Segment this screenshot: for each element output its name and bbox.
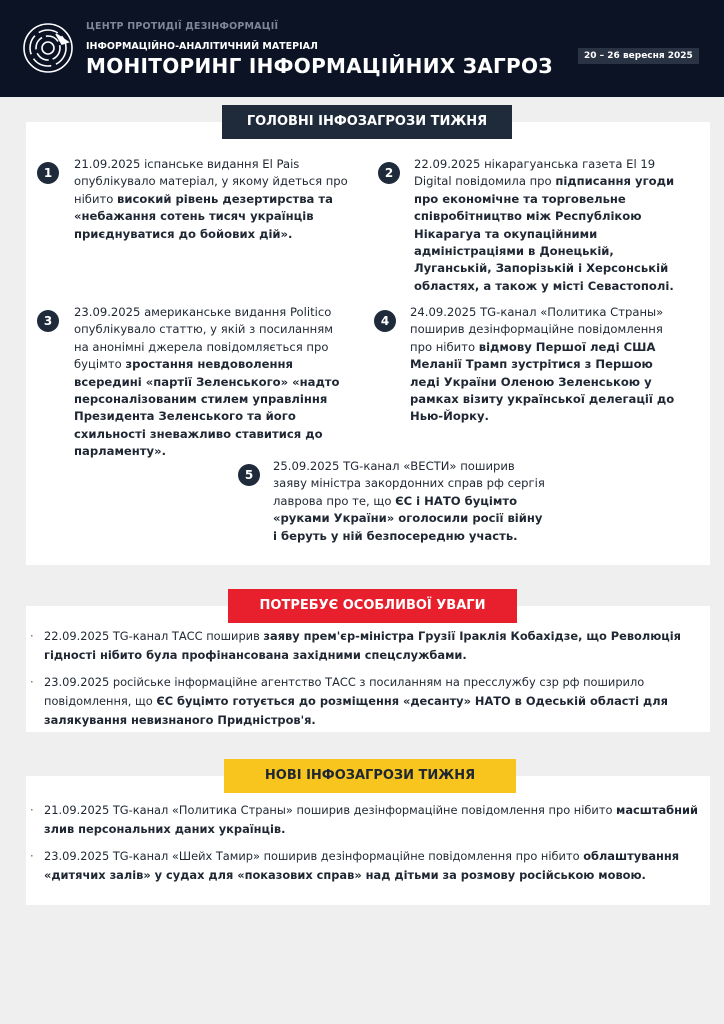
org-name: ЦЕНТР ПРОТИДІЇ ДЕЗІНФОРМАЦІЇ [86,21,279,32]
item-number: 1 [37,162,59,184]
item-number: 3 [37,310,59,332]
attention-item: · 23.09.2025 російське інформаційне агентство ТАСС з посиланням на пресслужбу сзр рф поширило повідомлення, що ЄС буцімто готується до розміщення «десанту» НАТО в Одеській області для залякування невизнаного Придністров'я. [44,673,704,730]
threat-item: 22.09.2025 нікарагуанська газета El 19 Digital повідомила про підписання угоди про економічне та торговельне співробітництво між Республікою Нікарагуа та окупаційними адміністраціями в Донецькій, Луганській, Запорізькій і Херсонській областях, а також у місті Севастополі. [414,157,675,293]
item-number: 5 [238,464,260,486]
attention-title: ПОТРЕБУЄ ОСОБЛИВОЇ УВАГИ [228,589,517,623]
threat-item: 25.09.2025 TG-канал «ВЕСТИ» поширив заяву міністра закордонних справ рф сергія лаврова про те, що ЄС і НАТО буцімто «руками України» оголосили росії війну і беруть у ній безпосередню участь. [273,459,545,543]
doc-subtitle: ІНФОРМАЦІЙНО-АНАЛІТИЧНИЙ МАТЕРІАЛ [86,41,318,52]
threat-item: 23.09.2025 американське видання Politico опублікувало статтю, у якій з посиланням на анонімні джерела повідомляється про буцімто зростання невдоволення всередині «партії Зеленського» «надто персоналізованим стилем управління Президента Зеленського та його схильності зневажливо ставитися до парламенту». [74,305,340,459]
new-threats-title: НОВІ ІНФОЗАГРОЗИ ТИЖНЯ [224,759,516,793]
threat-item: 24.09.2025 TG-канал «Политика Страны» поширив дезінформаційне повідомлення про нібито відмову Першої леді США Меланії Трамп зустрітися з Першою леді України Оленою Зеленською у рамках візиту української делегації до Нью-Йорку. [410,305,675,424]
date-range: 20 – 26 вересня 2025 [578,48,699,64]
attention-item: · 22.09.2025 TG-канал ТАСС поширив заяву прем'єр-міністра Грузії Іраклія Кобахідзе, що Революція гідності нібито була профінансована західними спецслужбами. [44,627,704,665]
header [0,0,724,97]
new-threat-item: · 21.09.2025 TG-канал «Политика Страны» поширив дезінформаційне повідомлення про нібито масштабний злив персональних даних українців. [44,801,704,839]
logo-maze-icon [22,22,74,74]
new-threats-panel [26,776,710,905]
new-threat-item: · 23.09.2025 TG-канал «Шейх Тамир» поширив дезінформаційне повідомлення про нібито облаштування «дитячих залів» у судах для «показових справ» над дітьми за розмову російською мовою. [44,847,704,885]
main-threats-title: ГОЛОВНІ ІНФОЗАГРОЗИ ТИЖНЯ [222,105,512,139]
item-number: 4 [374,310,396,332]
item-number: 2 [378,162,400,184]
page-title: МОНІТОРИНГ ІНФОРМАЦІЙНИХ ЗАГРОЗ [86,54,553,78]
threat-item: 21.09.2025 іспанське видання El Pais опублікувало матеріал, у якому йдеться про нібито високий рівень дезертирства та «небажання сотень тисяч українців приєднуватися до бойових дій». [74,157,348,241]
